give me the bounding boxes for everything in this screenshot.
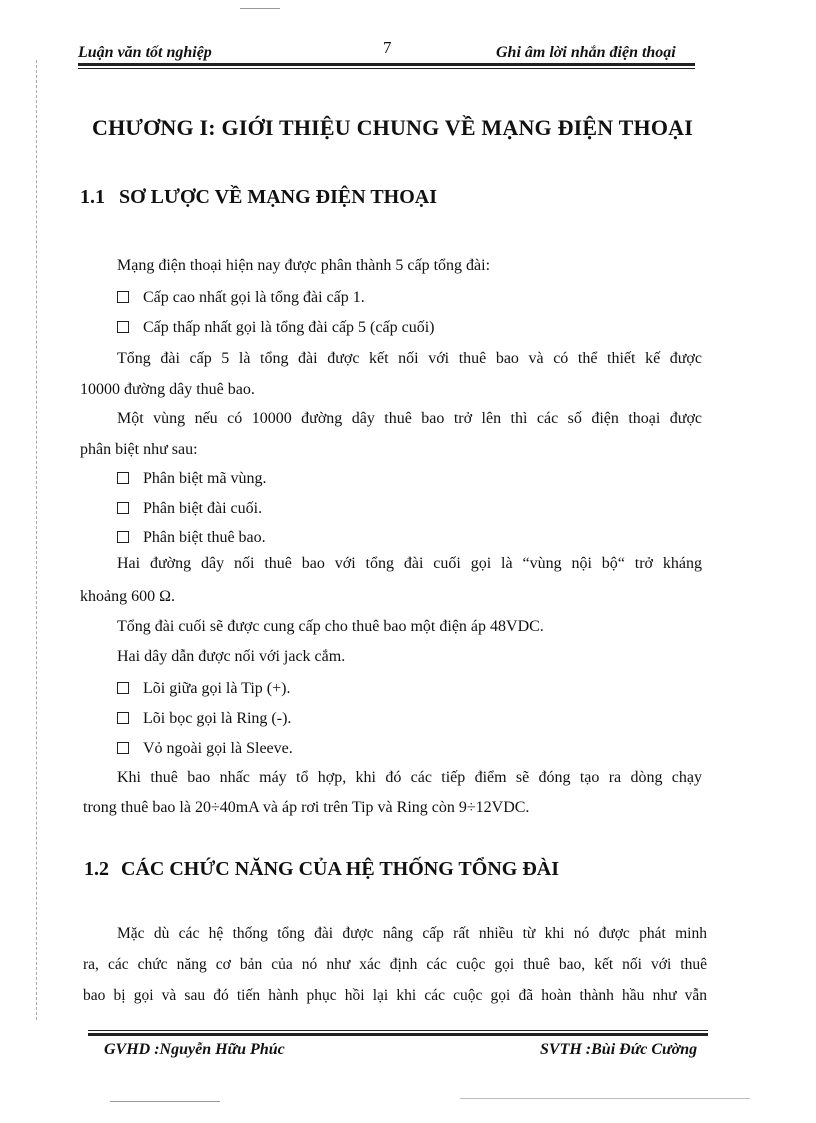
paragraph-line: ra, các chức năng cơ bản của nó như xác định các cuộc gọi thuê bao, kết nối với thuê bbox=[83, 956, 707, 973]
scan-artifact bbox=[240, 8, 280, 9]
paragraph-line: Tổng đài cuối sẽ được cung cấp cho thuê bao một điện áp 48VDC. bbox=[117, 618, 544, 635]
bullet-item: Phân biệt thuê bao. bbox=[117, 522, 266, 554]
section-heading bbox=[84, 858, 559, 881]
checkbox-icon bbox=[117, 712, 129, 724]
header-topic-label: Ghi âm lời nhắn điện thoại bbox=[496, 44, 676, 61]
chapter-title: CHƯƠNG I: GIỚI THIỆU CHUNG VỀ MẠNG ĐIỆN THOẠI bbox=[92, 115, 694, 140]
paragraph-line: 10000 đường dây thuê bao. bbox=[80, 381, 255, 398]
bullet-item: Cấp thấp nhất gọi là tổng đài cấp 5 (cấp cuối) bbox=[117, 312, 434, 344]
footer-advisor: GVHD :Nguyễn Hữu Phúc bbox=[104, 1041, 285, 1058]
checkbox-icon bbox=[117, 502, 129, 514]
header-rule-thick bbox=[78, 63, 695, 66]
bullet-item: Vỏ ngoài gọi là Sleeve. bbox=[117, 733, 293, 765]
checkbox-icon bbox=[117, 682, 129, 694]
paragraph-line: Mặc dù các hệ thống tổng đài được nâng cấp rất nhiều từ khi nó được phát minh bbox=[117, 925, 707, 942]
bullet-item: Phân biệt đài cuối. bbox=[117, 493, 262, 525]
section-number: 1.2 bbox=[84, 858, 109, 880]
paragraph-line: Hai dây dẫn được nối với jack cắm. bbox=[117, 648, 346, 665]
bullet-item: Lõi bọc gọi là Ring (-). bbox=[117, 703, 291, 735]
scan-artifact bbox=[110, 1101, 220, 1102]
paragraph-line: Tổng đài cấp 5 là tổng đài được kết nối với thuê bao và có thể thiết kế được bbox=[117, 350, 702, 367]
checkbox-icon bbox=[117, 291, 129, 303]
footer-rule-thin bbox=[88, 1030, 708, 1031]
header-thesis-label: Luận văn tốt nghiệp bbox=[78, 44, 212, 61]
bullet-item: Phân biệt mã vùng. bbox=[117, 463, 267, 495]
bullet-item: Cấp cao nhất gọi là tổng đài cấp 1. bbox=[117, 282, 365, 314]
section-title: SƠ LƯỢC VỀ MẠNG ĐIỆN THOẠI bbox=[119, 186, 438, 208]
section-number: 1.1 bbox=[80, 186, 105, 208]
margin-marks bbox=[36, 60, 38, 1020]
checkbox-icon bbox=[117, 531, 129, 543]
checkbox-icon bbox=[117, 321, 129, 333]
section-title: CÁC CHỨC NĂNG CỦA HỆ THỐNG TỔNG ĐÀI bbox=[121, 858, 559, 880]
paragraph-line: trong thuê bao là 20÷40mA và áp rơi trên Tip và Ring còn 9÷12VDC. bbox=[83, 799, 530, 816]
section-heading bbox=[80, 186, 437, 209]
paragraph-line: Một vùng nếu có 10000 đường dây thuê bao trở lên thì các số điện thoại được bbox=[117, 410, 702, 427]
paragraph-line: Khi thuê bao nhấc máy tổ hợp, khi đó các tiếp điểm sẽ đóng tạo ra dòng chạy bbox=[117, 769, 702, 786]
footer-rule-thick bbox=[88, 1033, 708, 1036]
paragraph-line: khoảng 600 Ω. bbox=[80, 588, 175, 605]
checkbox-icon bbox=[117, 742, 129, 754]
page-number: 7 bbox=[383, 38, 392, 57]
checkbox-icon bbox=[117, 472, 129, 484]
paragraph-line: Hai đường dây nối thuê bao với tổng đài cuối gọi là “vùng nội bộ“ trở kháng bbox=[117, 555, 702, 572]
header-rule-thin bbox=[78, 68, 695, 69]
scan-artifact bbox=[460, 1098, 750, 1099]
paragraph-line: phân biệt như sau: bbox=[80, 441, 198, 458]
paragraph-line: bao bị gọi và sau đó tiến hành phục hồi lại khi các cuộc gọi đã hoàn thành hầu như vẫn bbox=[83, 987, 707, 1004]
bullet-item: Lõi giữa gọi là Tip (+). bbox=[117, 673, 290, 705]
footer-student: SVTH :Bùi Đức Cường bbox=[540, 1041, 698, 1058]
paragraph-line: Mạng điện thoại hiện nay được phân thành 5 cấp tổng đài: bbox=[117, 257, 491, 274]
